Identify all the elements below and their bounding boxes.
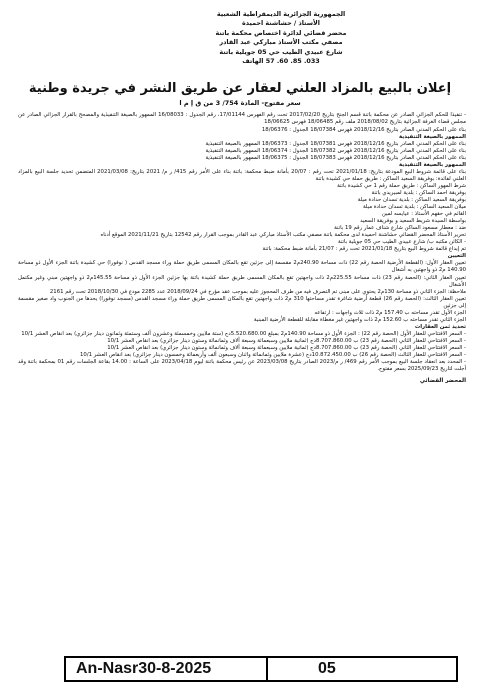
body-paragraph: بناء على الحكم المدني الصادر بتاريخ 2018/12/16 فهرس 18/07381 الجدول : 18/06373 الممهور بالصيغة التنفيذية <box>205 140 466 147</box>
body-paragraph: - السعر الافتتاحي للعقار الثالث (الحصة رقم 26) ب 10.872.450.00دج (عشرة ملايين وثمانمائة واثنان وسبعون ألف وأربعمائة وخمسون دينار جزائري) بعد انقاص العشر 10/1 <box>80 352 466 359</box>
body-paragraph: بناء على الحكم المدني الصادر بتاريخ 2018/12/16 فهرس 18/07382 الجدول : 18/06374 الممهور بالصيغة التنفيذية <box>205 147 466 154</box>
body-paragraph: القائم في حقهم الأستاذ : عيايسه لمين <box>381 211 466 218</box>
header-line-republic: الجمهورية الجزائرية الديمقراطية الشعبية <box>216 10 346 18</box>
body-paragraph: الجزء الثاني تقدر مساحته ب 152.60 م2 ذات واجهتين غير مغطاة مقابلة للقطعة الأرضية المبنية <box>253 316 466 323</box>
header-line-jurisdiction: محضر قضائي لدائرة اختصاص محكمة باتنة <box>215 28 347 37</box>
body-paragraph: تحرير الأستاذ المحضر القضائي حشاشنة احميدة لدى محكمة باتنة مصفي مكتب الأستاذ مباركي عبد القادر بموجب القرار رقم 12542 بتاريخ 2021/11/21 الموقع أدناه <box>100 232 466 239</box>
announcement-title: إعلان بالبيع بالمزاد العلني لعقار عن طريق النشر في جريدة وطنية <box>28 81 452 97</box>
body-paragraph: تم إيداع قائمة شروط البيع بتاريخ 2021/01/18 تحت رقم : 21/07 بأمانة ضبط محكمة: باتنة <box>262 246 466 253</box>
announcement-body <box>14 112 466 373</box>
section-heading: تحديد ثمن العقارات <box>414 323 466 330</box>
announcement-subtitle: سعر مفتوح- المادة 754/ 3 من ق إ م ا <box>179 99 301 108</box>
header-line-liquidator: مصفي مكتب الأستاذ مباركي عبد القادر <box>219 38 343 47</box>
page-footer <box>64 656 458 682</box>
body-paragraph: - تنفيذا للحكم الجزائي الصادر عن محكمة باتنة قسم الجنح بتاريخ 2017/02/20 تحت رقم الفهرس 17/01144، رقم الجدول : 16/08033 الممهور بالصيغة التنفيذية والمصحح بالقرار الجزائي الصادر عن مجلس قضاء الغرفة الجزائية بتاريخ 2018/08/02 ملف رقم 18/06485 فهرس 18/06625 <box>18 112 466 126</box>
body-paragraph: - السعر الافتتاحي للعقار الثاني (الحصة رقم 23) ب 8.707.860.00دج (ثمانية ملايين وسبعمائة وسبعة آلاف وثمانمائة وستون دينار جزائري) بعد انقاص العشر 10/1 <box>107 344 466 351</box>
body-paragraph: ميلان السعيد الساكن : بلدية تسدان حدادة ميلة <box>362 204 466 211</box>
signature: المحضر القضائي <box>419 378 466 385</box>
body-paragraph: تعيين العقار الثالث: (الحصة رقم 26) قطعة أرضية شاغرة تقدر مساحتها 310 م2 ذات واجهتين تقع بالمكان المسمى طريق حملة وراء مسجد القدس (مسجد نوفورا) يحدها من الجنوب واد صغير مقسمة إلى جزئين <box>18 295 466 309</box>
section-heading: الممهور بالصيغة التنفيذية <box>399 133 466 140</box>
page-number: 05 <box>266 658 456 680</box>
section-heading: الممهور بالصيغة التنفيذية <box>399 161 466 168</box>
body-paragraph: شرط المهور الساكن : طريق حملة رقم 1 حي كشيدة باتنة <box>337 182 466 189</box>
body-paragraph: بناء على قائمة شروط البيع المودعة بتاريخ: 2021/01/18 تحت رقم : 20/07 بأمانة ضبط محكمة: باتنة بناء على الأمر رقم 415/ ر م/ 2021 بتاريخ: 2021/03/08 المتضمن تحديد جلسة البيع بالمزاد العلني لفائدة: بوفريقة السعيد الساكن : طريق حملة حي كشيدة باتنة <box>18 168 466 182</box>
body-paragraph: تعيين العقار الثاني: (الحصة رقم 23) ذات مساحة 225.55م2 ذات واجهتين تقع بالمكان المسمى طريق حملة كشيدة باتنة بها جزئين الجزء الأول ذو مساحة 145.55م2 ذو واجهتين مبني وغير مكتمل الأشغال <box>18 274 467 288</box>
header-line-bailiff: الأستاذ / حشاشنة احميدة <box>242 19 320 28</box>
body-paragraph: بوفريقة السعيد الساكن : بلدية تسدان حدادة ميلة <box>357 197 466 203</box>
body-paragraph: - الكائن مكتبه ب/ شارع عبيدي الطيب حي 05 جويلية باتنة <box>338 239 466 246</box>
body-paragraph: - المحدد بعد انعقاد جلسة البيع بموجب الأمر رقم 469/ ر م/2023 الصادر بتاريخ 2023/03/08 عن رئيس محكمة باتنة ليوم 2023/04/18 على الساعة : 14.00 بقاعة الجلسات رقم 01 بمحكمة باتنة وقد أجلت لتاريخ 2025/09/23 بسعر مفتوح. <box>18 359 466 373</box>
section-heading: التعيين <box>447 253 466 260</box>
header-line-address: شارع عبيدي الطيب حي 05 جويلية باتنة <box>219 47 343 56</box>
body-paragraph: تعيين العقار الأول: (القطعة الأرضية الحصة رقم 22) ذات مساحة 240.90م2 مقسمة إلى جزئين تقع بالمكان المسمى طريق حملة وراء مسجد القدس ( نوفورا) حي كشيدة باتنة الجزء الأول ذو مساحة 140.90 م2 ذو واجهتين به أشغال <box>18 260 466 274</box>
newspaper-issue: An-Nasr30-8-2025 <box>76 660 212 677</box>
body-paragraph: بناء على الحكم المدني الصادر بتاريخ 2018/12/16 فهرس 18/07383 الجدول : 18/06375 الممهور بالصيغة التنفيذية <box>205 154 466 161</box>
office-header <box>156 10 406 66</box>
body-paragraph: بواسطة السيدة شريط السعيد و بوفريقة السعيد <box>360 218 466 225</box>
body-paragraph: ملاحظة: الجزء الثاني ذو مساحة 130م2 يحتوي على مبنى تم التصرف فيه من طرف المحجوز عليه بموجب عقد مؤرخ في 2018/09/24 عدد 2285 مودع في 2018/10/30 تحت رقم 2161 <box>49 288 466 295</box>
header-line-phone: 033. 85. 60. 57 الهاتف <box>242 57 320 66</box>
body-paragraph: بوفريقة احمد الساكن : بلدية لمبيريدي باتنة <box>371 189 466 196</box>
body-paragraph: - السعر الافتتاحي للعقار الثاني (الحصة رقم 23) ب 8.707.860.00دج (ثمانية ملايين وسبعمائة وسبعة آلاف وثمانمائة وستون دينار جزائري) بعد انقاص العشر 10/1 <box>107 337 466 344</box>
body-paragraph: الجزء الأول تقدر مساحته ب 157.40 م2 ذات ثلاث واجهات : ارتفاعه <box>314 309 466 316</box>
body-paragraph: - السعر الافتتاحي للعقار الأول (الحصة رقم 22) : الجزء الأول ذو مساحة 140.90م2 بمبلغ 5.520.680.00دج (ستة ملايين وخمسمئة وعشرون ألف وستمئة وثمانون دينار جزائري) بعد انقاص العشر 10/1 <box>21 330 466 337</box>
body-paragraph: ضد : معطار مسعود الساكن شارع شناف عمار رقم 19 باتنة <box>334 225 466 232</box>
body-paragraph: بناء على الحكم المدني الصادر بتاريخ 2018/12/16 فهرس 18/07384 الجدول : 18/06376 <box>261 126 466 133</box>
